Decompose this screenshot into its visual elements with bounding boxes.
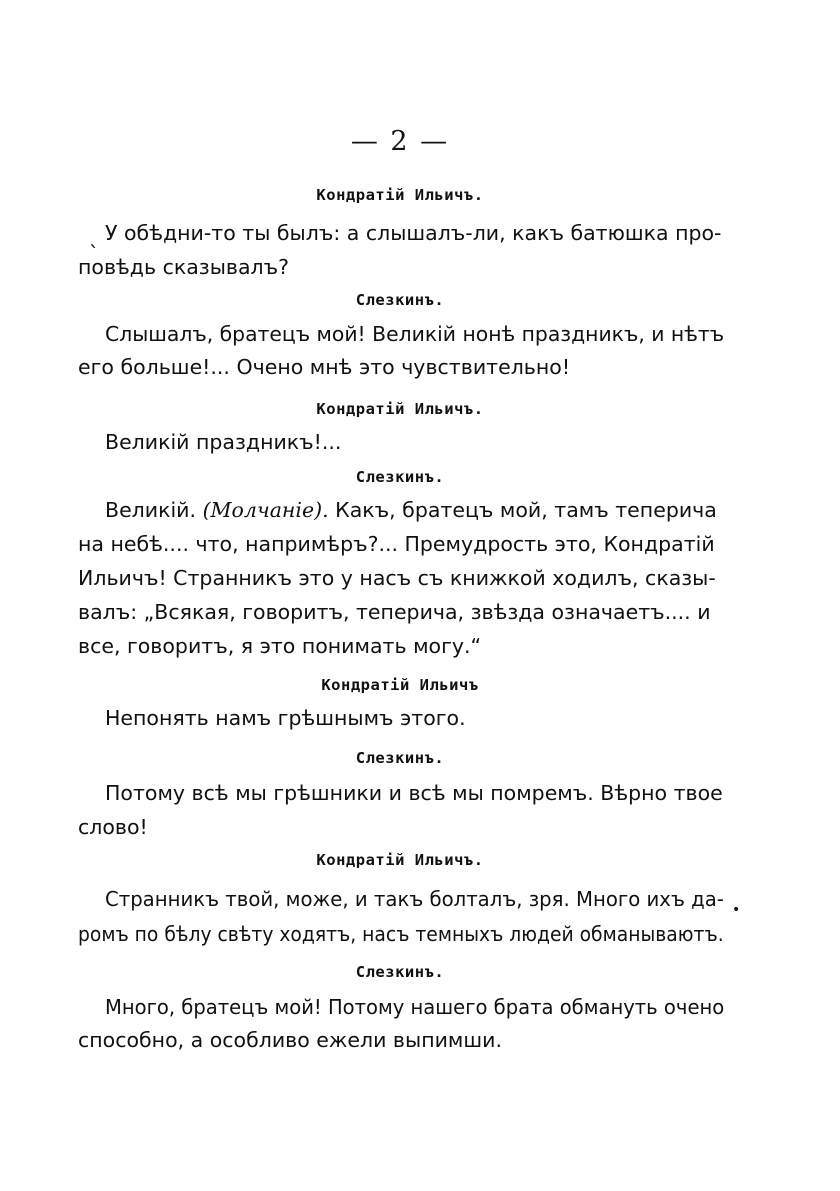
- dialogue-line: валъ: „Всякая, говоритъ, теперича, звѣзда означаетъ.... и: [78, 600, 711, 624]
- line-text: Какъ, братецъ мой, тамъ теперича: [335, 498, 717, 522]
- page-number: — 2 —: [350, 126, 450, 157]
- dialogue-line: повѣдь сказывалъ?: [78, 255, 289, 279]
- dialogue-line: на небѣ.... что, напримѣръ?... Премудрость это, Кондратій: [78, 532, 715, 556]
- dialogue-line: Слышалъ, братецъ мой! Великій нонѣ праздникъ, и нѣтъ: [105, 322, 725, 346]
- stage-direction: (Молчаніе).: [202, 498, 329, 522]
- dialogue-line: все, говоритъ, я это понимать могу.“: [78, 634, 482, 658]
- speaker-heading: Кондратій Ильичъ.: [316, 186, 484, 204]
- speaker-heading: Кондратій Ильичъ: [321, 676, 479, 694]
- dialogue-line: способно, а особливо ежели выпимши.: [78, 1028, 502, 1052]
- margin-mark: •: [732, 902, 741, 918]
- dialogue-line: Много, братецъ мой! Потому нашего брата обмануть очено: [105, 995, 725, 1019]
- dialogue-line: Непонять намъ грѣшнымъ этого.: [105, 706, 466, 730]
- dialogue-line: [105, 498, 717, 522]
- line-text: Великій.: [105, 498, 197, 522]
- speaker-heading: Слезкинъ.: [355, 749, 445, 767]
- speaker-heading: Кондратій Ильичъ.: [316, 851, 484, 869]
- dialogue-line: слово!: [78, 815, 148, 839]
- speaker-heading: Слезкинъ.: [355, 963, 445, 981]
- speaker-heading: Слезкинъ.: [355, 468, 445, 486]
- dialogue-line: [105, 221, 720, 245]
- dialogue-line: его больше!... Очено мнѣ это чувствительно!: [78, 355, 571, 379]
- dialogue-line: Ильичъ! Странникъ это у насъ съ книжкой ходилъ, сказы-: [78, 566, 716, 590]
- line-text: У обѣдни-то ты былъ: а слышалъ-ли, какъ батюшка про-: [105, 221, 722, 245]
- speaker-heading: Слезкинъ.: [355, 291, 445, 309]
- dialogue-line: Потому всѣ мы грѣшники и всѣ мы помремъ. Вѣрно твое: [105, 781, 723, 805]
- speaker-heading: Кондратій Ильичъ.: [316, 400, 484, 418]
- margin-mark: ˎ: [89, 224, 99, 248]
- dialogue-line: Странникъ твой, може, и такъ болталъ, зря. Много ихъ да-: [105, 887, 724, 911]
- dialogue-line: ромъ по бѣлу свѣту ходятъ, насъ темныхъ людей обманываютъ.: [78, 922, 724, 946]
- dialogue-line: Великій праздникъ!...: [105, 430, 342, 454]
